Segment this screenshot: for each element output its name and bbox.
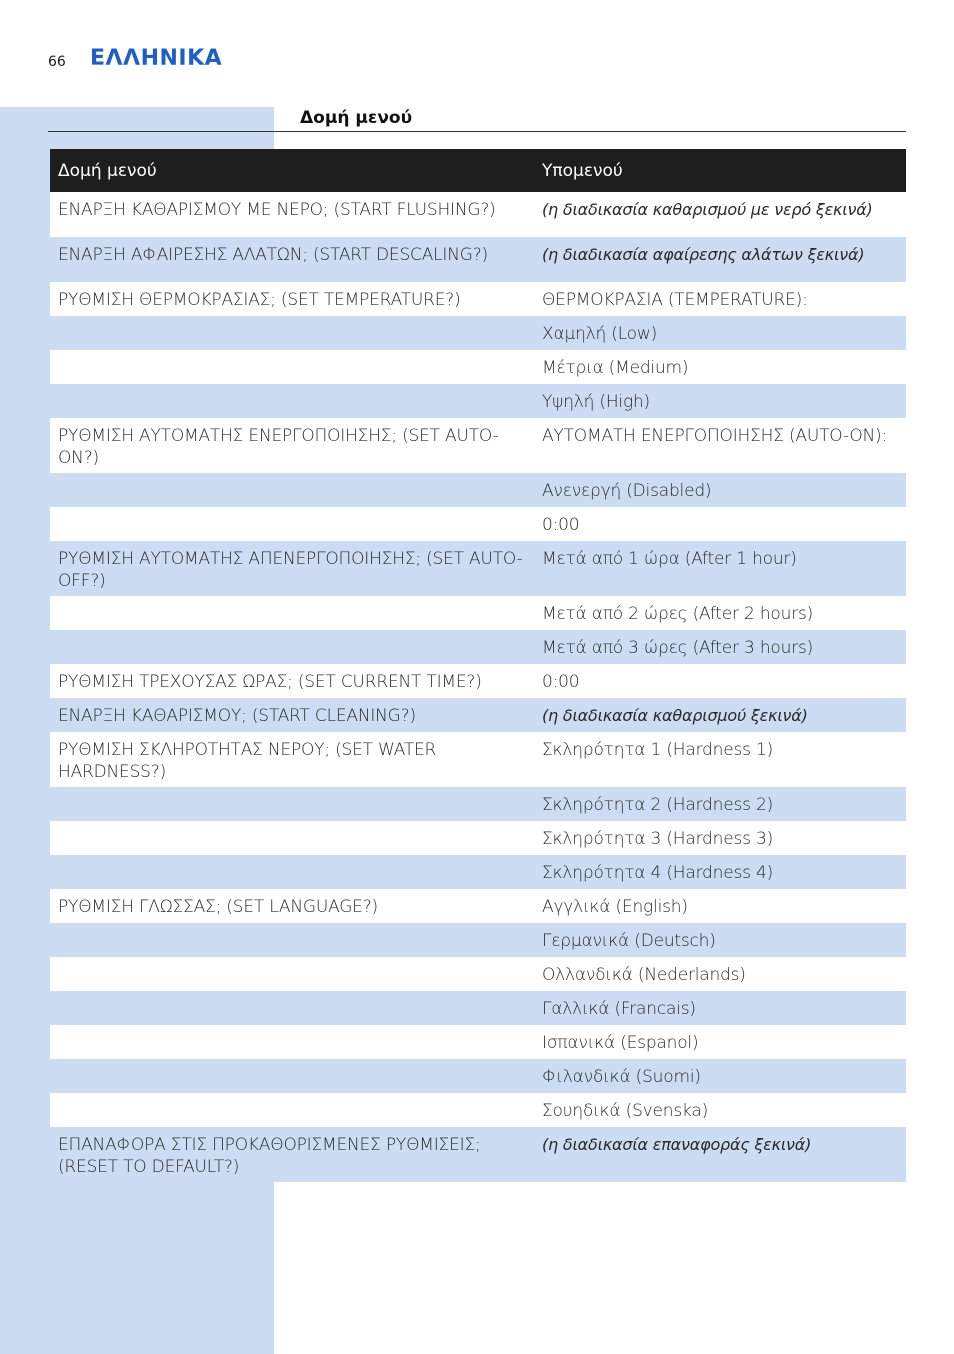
menu-cell	[50, 384, 534, 418]
menu-cell	[50, 350, 534, 384]
submenu-cell: Σκληρότητα 4 (Hardness 4)	[534, 855, 906, 889]
column-header-submenu: Υπομενού	[534, 149, 906, 192]
table-row	[50, 1093, 906, 1127]
table-body	[50, 192, 906, 1182]
submenu-cell: Σουηδικά (Svenska)	[534, 1093, 906, 1127]
menu-cell	[50, 855, 534, 889]
submenu-cell: (η διαδικασία επαναφοράς ξεκινά)	[534, 1127, 906, 1182]
menu-cell	[50, 596, 534, 630]
menu-cell	[50, 1025, 534, 1059]
table-row	[50, 664, 906, 698]
table-row	[50, 957, 906, 991]
menu-cell: ΡΥΘΜΙΣΗ ΑΥΤΟΜΑΤΗΣ ΑΠΕΝΕΡΓΟΠΟΙΗΣΗΣ; (SET AUTO-OFF?)	[50, 541, 534, 596]
submenu-cell: Μετά από 3 ώρες (After 3 hours)	[534, 630, 906, 664]
submenu-cell: ΑΥΤΟΜΑΤΗ ΕΝΕΡΓΟΠΟΙΗΣΗΣ (AUTO-ON):	[534, 418, 906, 473]
menu-cell: ΡΥΘΜΙΣΗ ΘΕΡΜΟΚΡΑΣΙΑΣ; (SET TEMPERATURE?)	[50, 282, 534, 316]
submenu-cell: Ανενεργή (Disabled)	[534, 473, 906, 507]
language-title: ΕΛΛΗΝΙΚΑ	[90, 46, 223, 71]
menu-cell: ΕΠΑΝΑΦΟΡΑ ΣΤΙΣ ΠΡΟΚΑΘΟΡΙΣΜΕΝΕΣ ΡΥΘΜΙΣΕΙΣ; (RESET TO DEFAULT?)	[50, 1127, 534, 1182]
table-row	[50, 1059, 906, 1093]
submenu-cell: (η διαδικασία αφαίρεσης αλάτων ξεκινά)	[534, 237, 906, 282]
menu-structure-table	[50, 149, 906, 1182]
table-row	[50, 418, 906, 473]
menu-cell	[50, 1093, 534, 1127]
menu-cell	[50, 507, 534, 541]
submenu-cell: (η διαδικασία καθαρισμού ξεκινά)	[534, 698, 906, 732]
table-row	[50, 596, 906, 630]
menu-cell	[50, 787, 534, 821]
section-title: Δομή μενού	[300, 108, 413, 128]
submenu-cell: Μετά από 1 ώρα (After 1 hour)	[534, 541, 906, 596]
submenu-cell: Γερμανικά (Deutsch)	[534, 923, 906, 957]
menu-cell: ΡΥΘΜΙΣΗ ΓΛΩΣΣΑΣ; (SET LANGUAGE?)	[50, 889, 534, 923]
submenu-cell: Σκληρότητα 2 (Hardness 2)	[534, 787, 906, 821]
submenu-cell: Γαλλικά (Francais)	[534, 991, 906, 1025]
submenu-cell: 0:00	[534, 507, 906, 541]
table-row	[50, 192, 906, 237]
menu-cell	[50, 821, 534, 855]
table-row	[50, 541, 906, 596]
submenu-cell: Σκληρότητα 3 (Hardness 3)	[534, 821, 906, 855]
menu-cell	[50, 1059, 534, 1093]
menu-cell: ΡΥΘΜΙΣΗ ΣΚΛΗΡΟΤΗΤΑΣ ΝΕΡΟΥ; (SET WATER HARDNESS?)	[50, 732, 534, 787]
submenu-cell: ΘΕΡΜΟΚΡΑΣΙΑ (TEMPERATURE):	[534, 282, 906, 316]
submenu-cell: Σκληρότητα 1 (Hardness 1)	[534, 732, 906, 787]
table-row	[50, 889, 906, 923]
menu-cell	[50, 473, 534, 507]
submenu-cell: Αγγλικά (English)	[534, 889, 906, 923]
submenu-cell: Φιλανδικά (Suomi)	[534, 1059, 906, 1093]
submenu-cell: Ολλανδικά (Nederlands)	[534, 957, 906, 991]
submenu-cell: Ισπανικά (Espanol)	[534, 1025, 906, 1059]
submenu-cell: Μέτρια (Medium)	[534, 350, 906, 384]
table-header-row	[50, 149, 906, 192]
table-row	[50, 1127, 906, 1182]
table-row	[50, 384, 906, 418]
table-row	[50, 350, 906, 384]
menu-cell	[50, 316, 534, 350]
table-row	[50, 855, 906, 889]
table-row	[50, 507, 906, 541]
menu-cell: ΡΥΘΜΙΣΗ ΑΥΤΟΜΑΤΗΣ ΕΝΕΡΓΟΠΟΙΗΣΗΣ; (SET AUTO-ON?)	[50, 418, 534, 473]
menu-cell	[50, 630, 534, 664]
menu-cell: ΕΝΑΡΞΗ ΑΦΑΙΡΕΣΗΣ ΑΛΑΤΩΝ; (START DESCALING?)	[50, 237, 534, 282]
page-number: 66	[48, 54, 66, 70]
menu-cell	[50, 957, 534, 991]
table-row	[50, 630, 906, 664]
table-row	[50, 923, 906, 957]
menu-cell	[50, 923, 534, 957]
table-row	[50, 698, 906, 732]
table-row	[50, 282, 906, 316]
menu-cell: ΕΝΑΡΞΗ ΚΑΘΑΡΙΣΜΟΥ ΜΕ ΝΕΡΟ; (START FLUSHING?)	[50, 192, 534, 237]
table-row	[50, 732, 906, 787]
submenu-cell: Υψηλή (High)	[534, 384, 906, 418]
submenu-cell: 0:00	[534, 664, 906, 698]
column-header-menu: Δομή μενού	[50, 149, 534, 192]
table-row	[50, 316, 906, 350]
table-row	[50, 991, 906, 1025]
submenu-cell: (η διαδικασία καθαρισμού με νερό ξεκινά)	[534, 192, 906, 237]
table-row	[50, 787, 906, 821]
section-divider	[48, 131, 906, 132]
table-row	[50, 1025, 906, 1059]
submenu-cell: Μετά από 2 ώρες (After 2 hours)	[534, 596, 906, 630]
table-row	[50, 473, 906, 507]
menu-cell	[50, 991, 534, 1025]
menu-cell: ΕΝΑΡΞΗ ΚΑΘΑΡΙΣΜΟΥ; (START CLEANING?)	[50, 698, 534, 732]
table-row	[50, 237, 906, 282]
table-row	[50, 821, 906, 855]
submenu-cell: Χαμηλή (Low)	[534, 316, 906, 350]
menu-cell: ΡΥΘΜΙΣΗ ΤΡΕΧΟΥΣΑΣ ΩΡΑΣ; (SET CURRENT TIME?)	[50, 664, 534, 698]
